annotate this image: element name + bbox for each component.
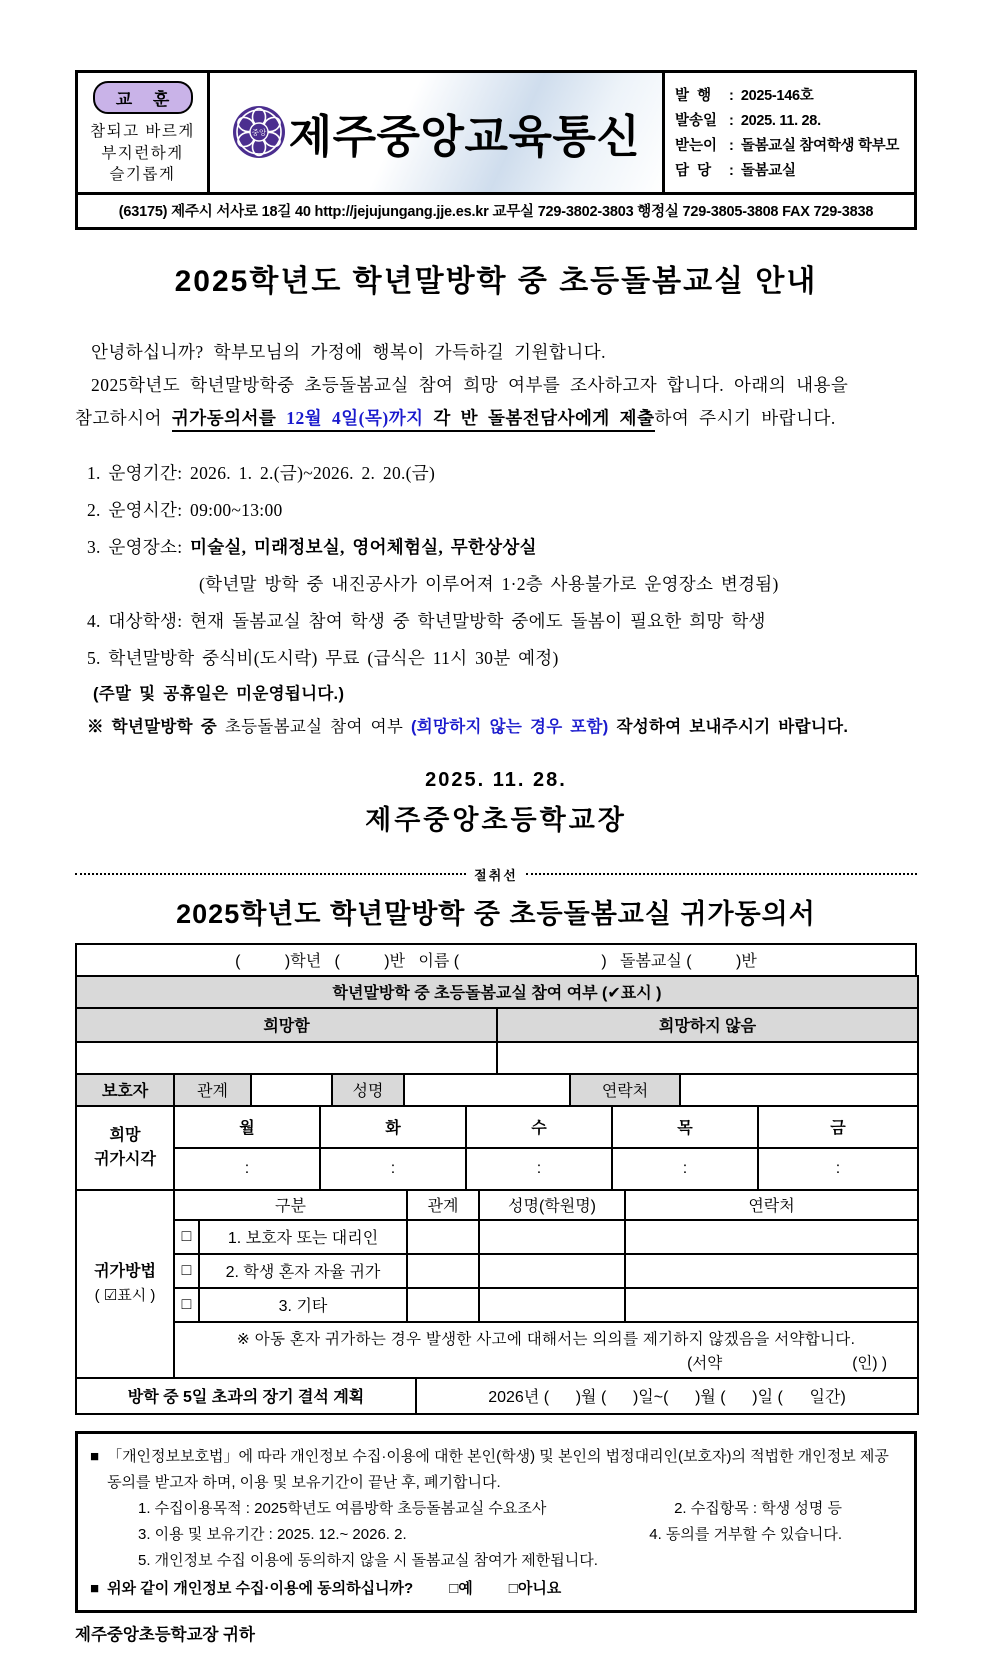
table-row bbox=[76, 1322, 918, 1378]
pickup-label-line2: 귀가시각 bbox=[94, 1150, 156, 1168]
privacy-law-text: 「개인정보보호법」에 따라 개인정보 수집·이용에 대한 본인(학생) 및 본인의 법정대리인(보호자)의 적법한 개인정보 제공 동의를 받고자 하며, 이용 및 보유기간이 끝난 후, 폐기합니다. bbox=[107, 1447, 889, 1491]
wish-no-checkcell[interactable] bbox=[497, 1042, 918, 1074]
meta-row-recipient bbox=[675, 134, 904, 155]
pickup-label-line1: 희망 bbox=[109, 1126, 141, 1144]
meta-row-in-charge bbox=[675, 159, 904, 180]
motto-title-pill: 교 훈 bbox=[93, 81, 193, 114]
cut-line bbox=[75, 865, 917, 884]
table-row bbox=[76, 1074, 918, 1106]
method-checkbox-1[interactable]: □ bbox=[174, 1220, 199, 1254]
guardian-relation-field[interactable] bbox=[251, 1074, 332, 1106]
method-relation-field-3[interactable] bbox=[407, 1288, 479, 1322]
due-date-highlight: 12월 4일(목)까지 bbox=[286, 407, 424, 428]
table-row bbox=[76, 1190, 918, 1220]
method-relation-field-1[interactable] bbox=[407, 1220, 479, 1254]
school-motto-box bbox=[78, 73, 210, 192]
consent-no-checkbox[interactable]: □아니요 bbox=[508, 1579, 562, 1597]
day-header-thu: 목 bbox=[612, 1106, 758, 1148]
dotted-line bbox=[526, 873, 917, 875]
star-note bbox=[87, 711, 917, 743]
absence-plan-table bbox=[75, 1377, 919, 1415]
star-mid: 초등돌봄교실 참여 여부 bbox=[217, 717, 411, 736]
list-item: 2. 운영시간: 09:00~13:00 bbox=[87, 499, 283, 520]
guardian-name-label: 성명 bbox=[332, 1074, 404, 1106]
pickup-method-table bbox=[75, 1189, 919, 1379]
pledge-cell bbox=[174, 1322, 918, 1378]
meta-separator: : bbox=[729, 88, 734, 105]
masthead bbox=[75, 70, 917, 230]
publication-meta bbox=[662, 73, 914, 192]
motto-line: 참되고 바르게 bbox=[90, 123, 195, 140]
table-row bbox=[76, 1008, 918, 1042]
method-col-category: 구분 bbox=[174, 1190, 407, 1220]
method-col-name: 성명(학원명) bbox=[479, 1190, 625, 1220]
intro-underline-part: 귀가동의서를 bbox=[171, 407, 287, 428]
method-label-line1: 귀가방법 bbox=[94, 1262, 156, 1280]
star-blue: (희망하지 않는 경우 포함) bbox=[410, 717, 609, 736]
meta-row-issue bbox=[675, 84, 904, 105]
meta-row-sent-date bbox=[675, 109, 904, 130]
privacy-items bbox=[90, 1496, 902, 1574]
table-row bbox=[76, 1220, 918, 1254]
intro-line: 2025학년도 학년말방학중 초등돌봄교실 참여 희망 여부를 조사하고자 합니다. 아래의 내용을 bbox=[91, 374, 849, 395]
method-contact-field-3[interactable] bbox=[625, 1288, 918, 1322]
method-name-field-2[interactable] bbox=[479, 1254, 625, 1288]
intro-line-submit bbox=[75, 402, 917, 435]
day-header-fri: 금 bbox=[758, 1106, 918, 1148]
pledge-sign-label: (서약 bbox=[687, 1354, 723, 1372]
meta-separator: : bbox=[729, 113, 734, 130]
privacy-law-paragraph bbox=[90, 1444, 902, 1496]
meta-label: 담 당 bbox=[675, 163, 712, 180]
table-row bbox=[76, 1288, 918, 1322]
notice-intro bbox=[75, 336, 917, 435]
method-relation-field-2[interactable] bbox=[407, 1254, 479, 1288]
consent-form bbox=[75, 943, 917, 1415]
privacy-item-5: 5. 개인정보 수집 이용에 동의하지 않을 시 돌봄교실 참여가 제한됩니다. bbox=[138, 1551, 598, 1569]
table-row bbox=[76, 976, 918, 1008]
motto-line: 슬기롭게 bbox=[109, 166, 176, 183]
consent-form-title: 2025학년도 학년말방학 중 초등돌봄교실 귀가동의서 bbox=[176, 898, 816, 929]
time-field-fri[interactable]: : bbox=[758, 1148, 918, 1190]
notice-signer: 제주중앙초등학교장 bbox=[365, 804, 627, 835]
time-field-tue[interactable]: : bbox=[320, 1148, 466, 1190]
pledge-signature-line bbox=[177, 1349, 915, 1377]
method-contact-field-1[interactable] bbox=[625, 1220, 918, 1254]
method-option-3: 3. 기타 bbox=[199, 1288, 407, 1322]
table-row bbox=[76, 1378, 918, 1414]
privacy-item-4: 4. 동의를 거부할 수 있습니다. bbox=[649, 1525, 842, 1543]
guardian-table bbox=[75, 1073, 919, 1107]
privacy-item-row bbox=[138, 1496, 902, 1522]
guardian-label: 보호자 bbox=[76, 1074, 174, 1106]
intro-prefix: 참고하시어 bbox=[75, 407, 172, 428]
intro-suffix: 하여 주시기 바랍니다. bbox=[654, 407, 836, 428]
addressee-footer: 제주중앙초등학교장 귀하 bbox=[75, 1625, 255, 1644]
table-row bbox=[76, 1254, 918, 1288]
day-header-tue: 화 bbox=[320, 1106, 466, 1148]
wish-yes-header: 희망함 bbox=[76, 1008, 497, 1042]
day-header-wed: 수 bbox=[466, 1106, 612, 1148]
notice-title: 2025학년도 학년말방학 중 초등돌봄교실 안내 bbox=[174, 264, 818, 298]
list-item: 1. 운영기간: 2026. 1. 2.(금)~2026. 2. 20.(금) bbox=[87, 462, 436, 483]
intro-underlined bbox=[172, 408, 655, 432]
time-field-thu[interactable]: : bbox=[612, 1148, 758, 1190]
participation-header: 학년말방학 중 초등돌봄교실 참여 여부 (✔표시 ) bbox=[76, 976, 918, 1008]
method-name-field-3[interactable] bbox=[479, 1288, 625, 1322]
student-info-table bbox=[75, 943, 917, 977]
notice-date: 2025. 11. 28. bbox=[425, 768, 567, 791]
wish-no-header: 희망하지 않음 bbox=[497, 1008, 918, 1042]
student-info-field[interactable]: ( )학년 ( )반 이름 ( ) 돌봄교실 ( )반 bbox=[76, 944, 916, 976]
method-label-line2: ( ☑표시 ) bbox=[94, 1286, 156, 1304]
time-field-wed[interactable]: : bbox=[466, 1148, 612, 1190]
table-row bbox=[76, 1106, 918, 1148]
table-row bbox=[76, 1042, 918, 1074]
privacy-item-row bbox=[138, 1522, 902, 1548]
guardian-relation-label: 관계 bbox=[174, 1074, 251, 1106]
method-checkbox-3[interactable]: □ bbox=[174, 1288, 199, 1322]
motto-line: 부지런하게 bbox=[101, 144, 184, 162]
notice-item-list bbox=[75, 455, 917, 743]
absence-plan-label: 방학 중 5일 초과의 장기 결석 계획 bbox=[76, 1378, 416, 1414]
list-item bbox=[87, 529, 917, 566]
method-col-contact: 연락처 bbox=[625, 1190, 918, 1220]
dotted-line bbox=[75, 873, 466, 875]
method-option-2: 2. 학생 혼자 자율 귀가 bbox=[199, 1254, 407, 1288]
item-rooms-bold: 미술실, 미래정보실, 영어체험실, 무한상상실 bbox=[190, 536, 537, 557]
guardian-contact-field[interactable] bbox=[680, 1074, 918, 1106]
pickup-time-table bbox=[75, 1105, 919, 1191]
pickup-time-label bbox=[76, 1106, 174, 1190]
pledge-seal-label: (인) ) bbox=[852, 1354, 888, 1372]
pledge-text: ※ 아동 혼자 귀가하는 경우 발생한 사고에 대해서는 의의를 제기하지 않겠음을 서약합니다. bbox=[236, 1330, 856, 1348]
privacy-item-3: 3. 이용 및 보유기간 : 2025. 12.~ 2026. 2. bbox=[138, 1525, 407, 1543]
privacy-notice-box bbox=[75, 1431, 917, 1613]
absence-plan-field[interactable]: 2026년 ( )월 ( )일~( )월 ( )일 ( 일간) bbox=[416, 1378, 918, 1414]
method-col-relation: 관계 bbox=[407, 1190, 479, 1220]
meta-value: 돌봄교실 bbox=[740, 163, 796, 180]
meta-value: 돌봄교실 참여학생 학부모 bbox=[740, 138, 900, 155]
consent-question-row bbox=[90, 1576, 902, 1602]
star-suffix: 작성하여 보내주시기 바랍니다. bbox=[608, 717, 849, 736]
method-option-1: 1. 보호자 또는 대리인 bbox=[199, 1220, 407, 1254]
square-bullet-icon: ■ bbox=[90, 1579, 100, 1597]
pickup-method-label bbox=[76, 1190, 174, 1378]
consent-question: 위와 같이 개인정보 수집·이용에 동의하십니까? bbox=[107, 1579, 414, 1597]
consent-yes-checkbox[interactable]: □예 bbox=[449, 1579, 473, 1597]
participation-table bbox=[75, 975, 919, 1075]
square-bullet-icon: ■ bbox=[90, 1447, 100, 1465]
method-checkbox-2[interactable]: □ bbox=[174, 1254, 199, 1288]
table-row bbox=[76, 944, 916, 976]
method-contact-field-2[interactable] bbox=[625, 1254, 918, 1288]
wish-yes-checkcell[interactable] bbox=[76, 1042, 497, 1074]
newsletter-title-area bbox=[210, 73, 662, 192]
cut-line-label: 절취선 bbox=[474, 867, 518, 883]
meta-label: 발송일 bbox=[675, 113, 718, 130]
meta-value: 2025. 11. 28. bbox=[740, 113, 821, 130]
meta-value: 2025-146호 bbox=[740, 88, 814, 105]
list-item: 5. 학년말방학 중식비(도시락) 무료 (급식은 11시 30분 예정) bbox=[87, 647, 559, 668]
newsletter-title: 제주중앙교육통신 bbox=[288, 110, 641, 162]
meta-separator: : bbox=[729, 138, 734, 155]
list-item: 4. 대상학생: 현재 돌봄교실 참여 학생 중 학년말방학 중에도 돌봄이 필요한 희망 학생 bbox=[87, 610, 766, 631]
school-address: (63175) 제주시 서사로 18길 40 http://jejujungang.jje.es.kr 교무실 729-3802-3803 행정실 729-3805-3808 FAX 729-3838 bbox=[78, 192, 914, 227]
guardian-contact-label: 연락처 bbox=[570, 1074, 680, 1106]
time-field-mon[interactable]: : bbox=[174, 1148, 320, 1190]
weekend-note: (주말 및 공휴일은 미운영됩니다.) bbox=[93, 684, 345, 703]
star-bold: ※ 학년말방학 중 bbox=[87, 717, 218, 736]
intro-underline-part: 각 반 돌봄전담사에게 제출 bbox=[423, 407, 655, 428]
item-label: 3. 운영장소: bbox=[87, 536, 191, 557]
privacy-item-2: 2. 수집항목 : 학생 성명 등 bbox=[674, 1499, 842, 1517]
guardian-name-field[interactable] bbox=[404, 1074, 570, 1106]
list-item-note: (학년말 방학 중 내진공사가 이루어져 1·2층 사용불가로 운영장소 변경됨) bbox=[199, 573, 779, 594]
meta-label: 발 행 bbox=[675, 88, 712, 105]
school-emblem-icon bbox=[232, 105, 286, 159]
table-row bbox=[76, 1148, 918, 1190]
privacy-item-1: 1. 수집이용목적 : 2025학년도 여름방학 초등돌봄교실 수요조사 bbox=[138, 1499, 547, 1517]
greeting-line: 안녕하십니까? 학부모님의 가정에 행복이 가득하길 기원합니다. bbox=[91, 341, 607, 362]
day-header-mon: 월 bbox=[174, 1106, 320, 1148]
meta-separator: : bbox=[729, 163, 734, 180]
svg-text:중앙: 중앙 bbox=[251, 128, 266, 138]
method-name-field-1[interactable] bbox=[479, 1220, 625, 1254]
meta-label: 받는이 bbox=[675, 138, 718, 155]
